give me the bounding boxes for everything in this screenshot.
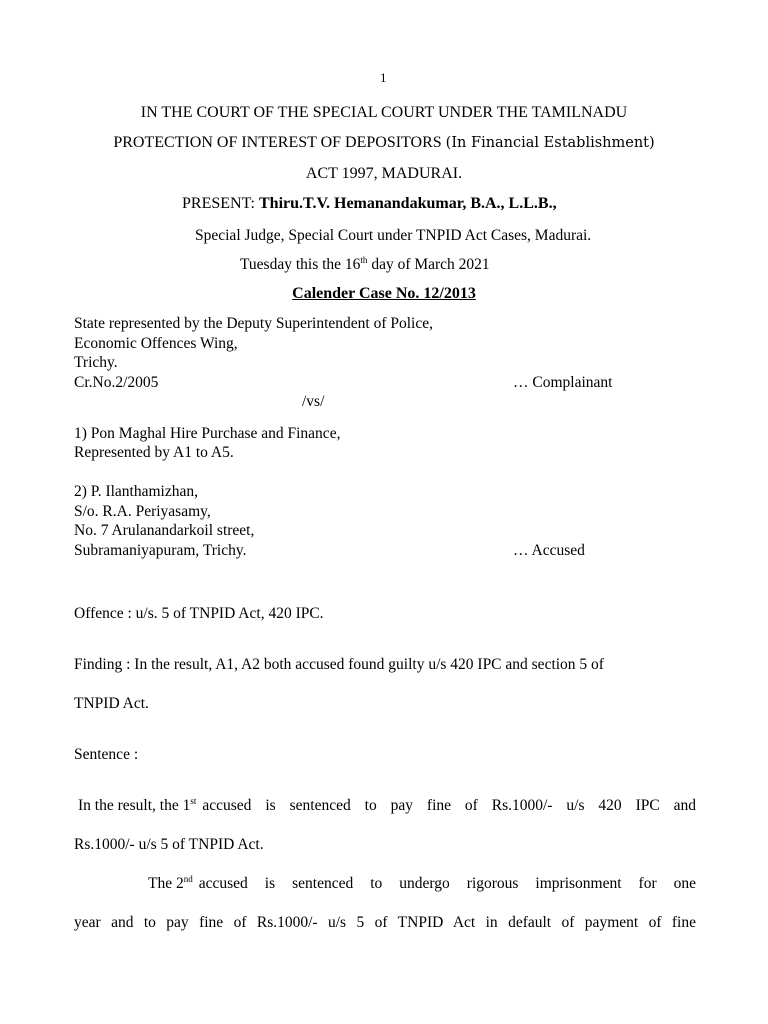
- sentence-para-2-superscript: nd: [183, 874, 193, 884]
- crime-number: Cr.No.2/2005: [74, 374, 159, 391]
- court-heading-line-2-main: PROTECTION OF INTEREST OF DEPOSITORS: [113, 134, 442, 151]
- offence-line: Offence : u/s. 5 of TNPID Act, 420 IPC.: [74, 605, 324, 622]
- present-line: [182, 194, 557, 214]
- case-title: Calender Case No. 12/2013: [292, 285, 476, 302]
- sentence-para-1-line-1: [74, 796, 696, 816]
- present-label: PRESENT:: [182, 195, 255, 212]
- judgment-date: [240, 255, 490, 275]
- finding-line-2: TNPID Act.: [74, 695, 149, 712]
- accused-1-line-1: 1) Pon Maghal Hire Purchase and Finance,: [74, 425, 341, 442]
- complainant-line-3: Trichy.: [74, 354, 118, 371]
- sentence-para-2-start: [148, 874, 193, 894]
- sentence-para-1-superscript: st: [190, 796, 197, 806]
- sentence-para-1-start: [74, 796, 196, 816]
- complainant-line-1: State represented by the Deputy Superintendent of Police,: [74, 315, 433, 332]
- versus-label: /vs/: [302, 393, 325, 410]
- sentence-para-2-prefix: The 2: [148, 875, 184, 892]
- judge-designation: Special Judge, Special Court under TNPID Act Cases, Madurai.: [195, 227, 592, 244]
- accused-2-line-3: No. 7 Arulanandarkoil street,: [74, 522, 255, 539]
- sentence-para-2-suffix: accused is sentenced to undergo rigorous imprisonment for one: [198, 875, 696, 892]
- complainant-line-2: Economic Offences Wing,: [74, 335, 238, 352]
- date-suffix: day of March 2021: [371, 256, 490, 273]
- court-heading-line-2-paren: (In Financial Establishment): [445, 135, 655, 151]
- sentence-label: Sentence :: [74, 746, 139, 763]
- judge-name: Thiru.T.V. Hemanandakumar, B.A., L.L.B.,: [259, 195, 557, 212]
- sentence-para-1-prefix: In the result, the 1: [78, 797, 191, 814]
- date-superscript: th: [360, 255, 368, 265]
- sentence-para-1-line-2: Rs.1000/- u/s 5 of TNPID Act.: [74, 836, 264, 853]
- accused-2-line-2: S/o. R.A. Periyasamy,: [74, 503, 211, 520]
- finding-line-1: Finding : In the result, A1, A2 both accused found guilty u/s 420 IPC and section 5 of: [74, 656, 604, 673]
- court-heading-line-1: IN THE COURT OF THE SPECIAL COURT UNDER THE TAMILNADU: [140, 104, 628, 121]
- page-number: 1: [380, 70, 387, 85]
- accused-1-line-2: Represented by A1 to A5.: [74, 444, 234, 461]
- court-heading-line-3: ACT 1997, MADURAI.: [305, 165, 463, 182]
- sentence-para-1-suffix: accused is sentenced to pay fine of Rs.1000/- u/s 420 IPC and: [202, 797, 696, 814]
- court-heading-line-2: [0, 133, 768, 153]
- sentence-para-2-line-2: year and to pay fine of Rs.1000/- u/s 5 of TNPID Act in default of payment of fine: [74, 914, 696, 931]
- complainant-role: … Complainant: [513, 374, 613, 391]
- date-prefix: Tuesday this the 16: [240, 256, 361, 273]
- accused-2-line-4: Subramaniyapuram, Trichy.: [74, 542, 247, 559]
- sentence-para-2-line-1: [148, 874, 696, 894]
- accused-role: … Accused: [513, 542, 585, 559]
- accused-2-line-1: 2) P. Ilanthamizhan,: [74, 483, 198, 500]
